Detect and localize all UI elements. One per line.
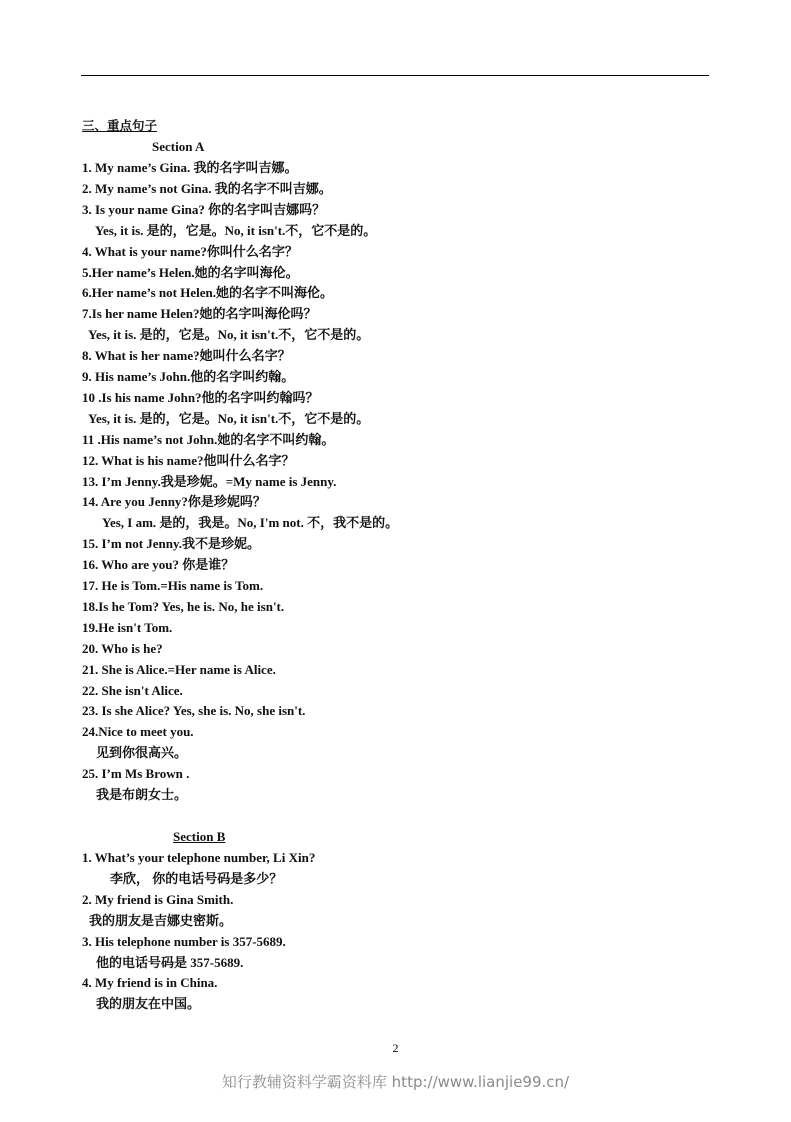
sentence-line: Yes, it is. 是的，它是。No, it isn't.不，它不是的。 (88, 327, 370, 343)
sentence-line: 我的朋友是吉娜史密斯。 (89, 912, 233, 928)
sentence-line: 18.Is he Tom? Yes, he is. No, he isn't. (82, 598, 285, 614)
sentence-line: 3. Is your name Gina? 你的名字叫吉娜吗？ (82, 201, 326, 217)
sentence-line: 2. My name’s not Gina. 我的名字不叫吉娜。 (82, 180, 332, 196)
footer-watermark: 知行教辅资料学霸资料库 http://www.lianjie99.cn/ (221, 1073, 570, 1091)
sentence-line: 15. I’m not Jenny.我不是珍妮。 (82, 536, 261, 552)
sentence-line: 1. My name’s Gina. 我的名字叫吉娜。 (82, 160, 298, 175)
sentence-line: 他的电话号码是 357-5689. (96, 954, 244, 970)
sentence-line: 9. His name’s John.他的名字叫约翰。 (82, 369, 295, 384)
sentence-line: 5.Her name’s Helen.她的名字叫海伦。 (82, 264, 299, 280)
sentence-line: 21. She is Alice.=Her name is Alice. (82, 661, 276, 677)
sentence-line: 我的朋友在中国。 (96, 996, 201, 1012)
sentence-line: 13. I’m Jenny.我是珍妮。=My name is Jenny. (82, 473, 337, 489)
sentence-line: 25. I’m Ms Brown . (82, 766, 190, 782)
sentence-line: 我是布朗女士。 (96, 787, 188, 802)
sentence-line: 11 .His name’s not John.她的名字不叫约翰。 (82, 431, 335, 447)
sentence-line: 8. What is her name?她叫什么名字？ (82, 348, 291, 364)
sentence-line: 4. My friend is in China. (82, 975, 218, 991)
sentence-line: 2. My friend is Gina Smith. (82, 891, 234, 907)
sentence-line: 10 .Is his name John?他的名字叫约翰吗？ (82, 389, 319, 405)
page-number: 2 (392, 1041, 399, 1055)
sentence-line: 见到你很高兴。 (96, 745, 188, 761)
section-b-title: Section B (173, 829, 226, 844)
sentence-line: 12. What is his name?他叫什么名字？ (82, 452, 295, 468)
header-rule (81, 75, 709, 76)
sentence-line: 李欣， 你的电话号码是多少？ (110, 870, 283, 886)
sentence-line: Yes, it is. 是的，它是。No, it isn't.不，它不是的。 (88, 410, 370, 426)
sentence-line: Yes, I am. 是的，我是。No, I'm not. 不，我不是的。 (102, 515, 399, 531)
sentence-line: 22. She isn't Alice. (82, 682, 183, 698)
sentence-line: Yes, it is. 是的，它是。No, it isn't.不，它不是的。 (95, 222, 377, 238)
sentence-line: 7.Is her name Helen?她的名字叫海伦吗？ (82, 306, 317, 322)
sentence-line: 19.He isn't Tom. (82, 619, 173, 635)
sentence-line: 4. What is your name?你叫什么名字？ (82, 243, 298, 259)
sentence-line: 16. Who are you? 你是谁？ (82, 557, 235, 573)
heading: 三、重点句子 (82, 118, 158, 133)
sentence-line: 24.Nice to meet you. (82, 724, 194, 740)
sentence-line: 23. Is she Alice? Yes, she is. No, she isn't. (82, 703, 306, 719)
sentence-line: 17. He is Tom.=His name is Tom. (82, 578, 264, 593)
sentence-line: 1. What’s your telephone number, Li Xin? (82, 850, 316, 865)
sentence-line: 6.Her name’s not Helen.她的名字不叫海伦。 (82, 285, 333, 301)
sentence-line: 14. Are you Jenny?你是珍妮吗？ (82, 494, 266, 510)
sentence-line: 3. His telephone number is 357-5689. (82, 933, 286, 949)
section-a-title: Section A (152, 139, 205, 154)
sentence-line: 20. Who is he? (82, 640, 163, 656)
